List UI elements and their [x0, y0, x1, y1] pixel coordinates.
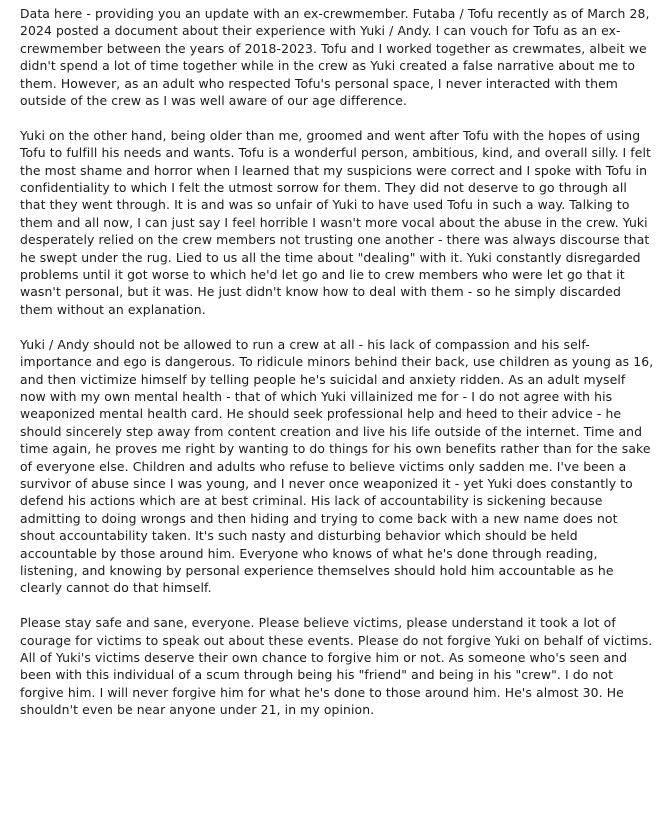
paragraph-intro: Data here - providing you an update with an ex-crewmember. Futaba / Tofu recently as of March 28, 2024 posted a document about their experience with Yuki / Andy. I can vouch for Tofu as an ex-crewmember between the years of 2018-2023. Tofu and I worked together as crewmates, albeit we didn't spend a lot of time together while in the crew as Yuki created a false narrative about me to them. However, as an adult who respected Tofu's personal space, I never interacted with them outside of the crew as I was well aware of our age difference. — [20, 6, 650, 109]
paragraph-accountability: Yuki / Andy should not be allowed to run a crew at all - his lack of compassion and his self-importance and ego is dangerous. To ridicule minors behind their back, use children as young as 16, and then victimize himself by telling people he's suicidal and anxiety ridden. As an adult myself now with my own mental health - that of which Yuki villainized me for - I do not agree with his weaponized mental health card. He should seek professional help and heed to their advice - he should sincerely step away from content creation and live his life outside of the internet. Time and time again, he proves me right by wanting to do things for his own benefits rather than for the sake of everyone else. Children and adults who refuse to believe victims only sadden me. I've been a survivor of abuse since I was young, and I never once weaponized it - yet Yuki does constantly to defend his actions which are at best criminal. His lack of accountability is sickening because admitting to doing wrongs and then hiding and trying to come back with a new name does not shout accountability taken. It's such nasty and disturbing behavior which should be held accountable by those around him. Everyone who knows of what he's done through reading, listening, and knowing by personal experience themselves should hold him accountable as he clearly cannot do that himself. — [20, 336, 654, 596]
paragraph-closing: Please stay safe and sane, everyone. Please believe victims, please understand it took a lot of courage for victims to speak out about these events. Please do not forgive Yuki on behalf of victims. All of Yuki's victims deserve their own chance to forgive him or not. As someone who's seen and been with this individual of a scum through being his "friend" and being in his "crew". I do not forgive him. I will never forgive him for what he's done to those around him. He's almost 30. He shouldn't even be near anyone under 21, in my opinion. — [20, 615, 653, 718]
paragraph-grooming: Yuki on the other hand, being older than me, groomed and went after Tofu with the hopes of using Tofu to fulfill his needs and wants. Tofu is a wonderful person, ambitious, kind, and overall silly. I felt the most shame and horror when I learned that my suspicions were correct and I spoke with Tofu in confidentiality to which I felt the utmost sorrow for them. They did not deserve to go through all that they went through. It is and was so unfair of Yuki to have used Tofu in such a way. Talking to them and all now, I can just say I feel horrible I wasn't more vocal about the abuse in the crew. Yuki desperately relied on the crew members not trusting one another - there was always discourse that he swept under the rug. Lied to us all the time about "dealing" with it. Yuki constantly disregarded problems until it got worse to which he'd let go and lie to crew members who were let go that it wasn't personal, but it was. He just didn't know how to deal with them - so he simply discarded them without an explanation. — [20, 127, 651, 317]
